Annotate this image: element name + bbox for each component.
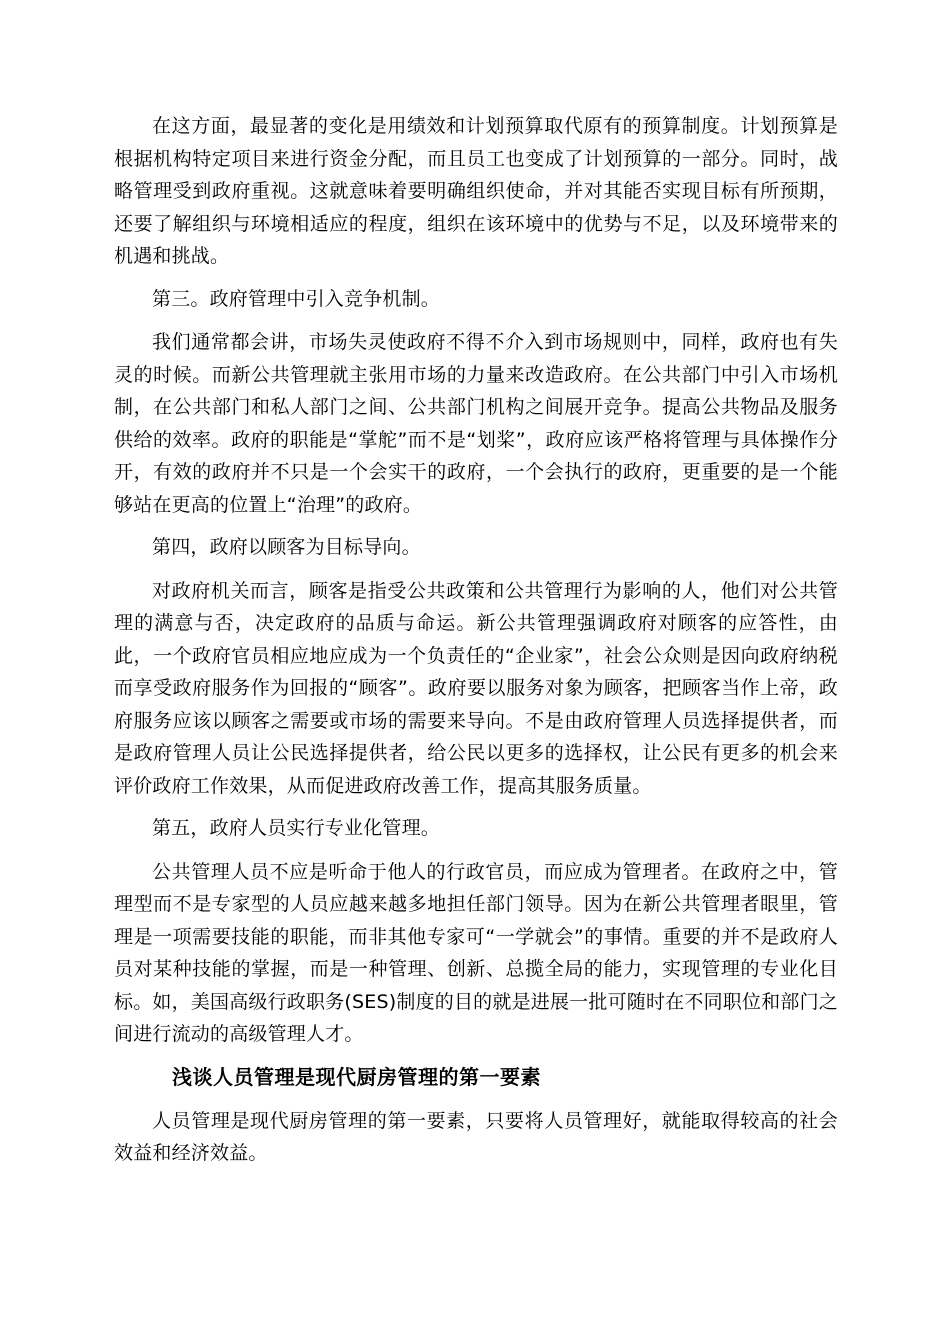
paragraph-point-three-title: 第三。政府管理中引入竞争机制。 (152, 287, 441, 310)
paragraph-budget-reform: 在这方面，最显著的变化是用绩效和计划预算取代原有的预算制度。计划预算是根据机构特定项目来进行资金分配，而且员工也变成了计划预算的一部分。同时，战略管理受到政府重视。这就意味着要明确组织使命，并对其能否实现目标有所预期，还要了解组织与环境相适应的程度，组织在该环境中的优势与不足，以及环境带来的机遇和挑战。 (114, 115, 838, 267)
paragraph-point-five-title: 第五，政府人员实行专业化管理。 (152, 817, 441, 839)
section-heading: 浅谈人员管理是现代厨房管理的第一要素 (172, 1064, 541, 1089)
paragraph-competition-mechanism: 我们通常都会讲，市场失灵使政府不得不介入到市场规则中，同样，政府也有失灵的时候。而新公共管理就主张用市场的力量来改造政府。在公共部门中引入市场机制，在公共部门和私人部门之间、公共部门机构之间展开竞争。提高公共物品及服务供给的效率。政府的职能是“掌舵”而不是“划桨”，政府应该严格将管理与具体操作分开，有效的政府并不只是一个会实干的政府，一个会执行的政府，更重要的是一个能够站在更高的位置上“治理”的政府。 (114, 331, 838, 516)
paragraph-customer-orientation: 对政府机关而言，顾客是指受公共政策和公共管理行为影响的人，他们对公共管理的满意与否，决定政府的品质与命运。新公共管理强调政府对顾客的应答性，由此，一个政府官员相应地应成为一个负责任的“企业家”，社会公众则是因向政府纳税而享受政府服务作为回报的“顾客”。政府要以服务对象为顾客，把顾客当作上帝，政府服务应该以顾客之需要或市场的需要来导向。不是由政府管理人员选择提供者，而是政府管理人员让公民选择提供者，给公民以更多的选择权，让公民有更多的机会来评价政府工作效果，从而促进政府改善工作，提高其服务质量。 (114, 579, 838, 797)
paragraph-point-four-title: 第四，政府以顾客为目标导向。 (152, 536, 421, 558)
paragraph-kitchen-personnel: 人员管理是现代厨房管理的第一要素，只要将人员管理好，就能取得较高的社会效益和经济效益。 (114, 1109, 838, 1164)
paragraph-professional-management: 公共管理人员不应是听命于他人的行政官员，而应成为管理者。在政府之中，管理型而不是专家型的人员应越来越多地担任部门领导。因为在新公共管理者眼里，管理是一项需要技能的职能，而非其他专家可“一学就会”的事情。重要的并不是政府人员对某种技能的掌握，而是一种管理、创新、总揽全局的能力，实现管理的专业化目标。如，美国高级行政职务(SES)制度的目的就是进展一批可随时在不同职位和部门之间进行流动的高级管理人才。 (114, 860, 838, 1045)
document-page (114, 110, 838, 1180)
